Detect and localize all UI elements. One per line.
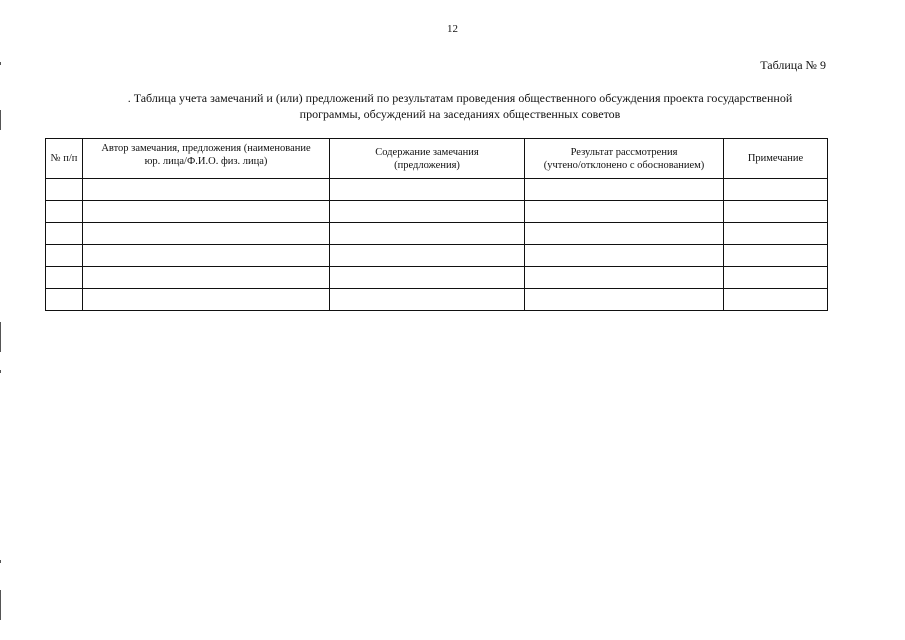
table-body [46,179,828,311]
table-cell [724,223,828,245]
header-number [46,139,83,179]
table-cell [46,179,83,201]
table-cell [724,201,828,223]
table-cell [525,223,724,245]
table-cell [330,267,525,289]
header-result-line-1: Результат рассмотрения [570,146,678,158]
table-header [46,139,828,179]
table-cell [330,289,525,311]
table-cell [83,267,330,289]
header-content-line-1: Содержание замечания [375,146,479,158]
table-row [46,201,828,223]
header-author [83,139,330,179]
scan-edge-mark-1 [0,62,1,65]
scan-edge-mark-2 [0,110,1,130]
header-number-text: № п/п [50,153,78,164]
table-cell [46,201,83,223]
header-author-line-2: юр. лица/Ф.И.О. физ. лица) [144,156,268,167]
table-row [46,245,828,267]
scan-edge-mark-4 [0,370,1,373]
table-cell [724,267,828,289]
table-row [46,289,828,311]
table-row [46,179,828,201]
table-cell [525,245,724,267]
table-cell [83,289,330,311]
table-cell [46,267,83,289]
table-cell [525,267,724,289]
table-cell [724,245,828,267]
table-cell [525,201,724,223]
header-note-text: Примечание [747,153,804,164]
header-note [724,139,828,179]
table-cell [83,201,330,223]
table-cell [525,179,724,201]
table-row [46,267,828,289]
table-cell [330,201,525,223]
scan-edge-mark-6 [0,590,1,620]
table-cell [46,289,83,311]
table-number-label: Таблица № 9 [760,58,826,72]
scan-edge-mark-3 [0,322,1,352]
header-content-line-2: (предложения) [394,159,460,171]
table-cell [525,289,724,311]
table-row [46,223,828,245]
table-cell [46,223,83,245]
header-result [525,139,724,179]
comments-table [45,138,828,311]
table-cell [83,223,330,245]
document-title [60,90,860,122]
document-title-line-2: программы, обсуждений на заседаниях общественных советов [299,107,621,121]
table-cell [83,179,330,201]
table-cell [330,179,525,201]
table-cell [330,223,525,245]
header-result-line-2: (учтено/отклонено с обоснованием) [543,159,705,171]
table-cell [330,245,525,267]
table-cell [724,179,828,201]
table-cell [724,289,828,311]
scan-edge-mark-5 [0,560,1,563]
header-content [330,139,525,179]
table-header-row [46,139,828,179]
header-author-line-1: Автор замечания, предложения (наименование [101,143,311,154]
table-cell [83,245,330,267]
table-cell [46,245,83,267]
document-title-line-1: . Таблица учета замечаний и (или) предложений по результатам проведения общественного обсуждения проекта государственной [127,91,793,105]
page-number: 12 [447,23,458,35]
